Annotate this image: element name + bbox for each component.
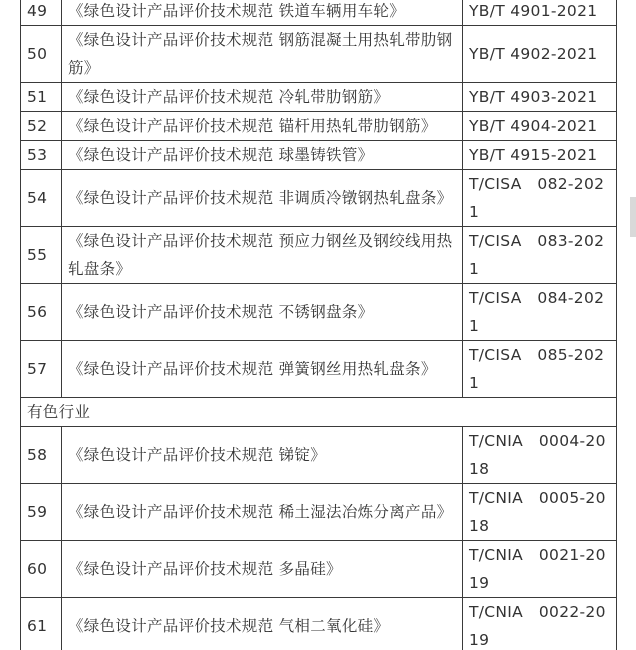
section-row bbox=[21, 398, 617, 427]
standard-code: T/CISA 083-2021 bbox=[463, 227, 617, 284]
row-number: 54 bbox=[21, 170, 62, 227]
standards-table bbox=[20, 0, 617, 650]
table-row bbox=[21, 112, 617, 141]
standard-title: 《绿色设计产品评价技术规范 非调质冷镦钢热轧盘条》 bbox=[62, 170, 463, 227]
row-number: 60 bbox=[21, 541, 62, 598]
table-row bbox=[21, 484, 617, 541]
standard-code: YB/T 4903-2021 bbox=[463, 83, 617, 112]
standard-code: T/CNIA 0005-2018 bbox=[463, 484, 617, 541]
standard-title: 《绿色设计产品评价技术规范 预应力钢丝及钢绞线用热轧盘条》 bbox=[62, 227, 463, 284]
standard-code: T/CISA 085-2021 bbox=[463, 341, 617, 398]
row-number: 52 bbox=[21, 112, 62, 141]
row-number: 58 bbox=[21, 427, 62, 484]
row-number: 56 bbox=[21, 284, 62, 341]
standard-title: 《绿色设计产品评价技术规范 气相二氧化硅》 bbox=[62, 598, 463, 650]
standard-title: 《绿色设计产品评价技术规范 多晶硅》 bbox=[62, 541, 463, 598]
standard-code: YB/T 4915-2021 bbox=[463, 141, 617, 170]
standard-title: 《绿色设计产品评价技术规范 弹簧钢丝用热轧盘条》 bbox=[62, 341, 463, 398]
table-row bbox=[21, 341, 617, 398]
row-number: 49 bbox=[21, 0, 62, 26]
row-number: 51 bbox=[21, 83, 62, 112]
standard-code: YB/T 4901-2021 bbox=[463, 0, 617, 26]
table-row bbox=[21, 227, 617, 284]
standard-code: YB/T 4902-2021 bbox=[463, 26, 617, 83]
standard-title: 《绿色设计产品评价技术规范 冷轧带肋钢筋》 bbox=[62, 83, 463, 112]
table-row bbox=[21, 598, 617, 650]
row-number: 57 bbox=[21, 341, 62, 398]
standard-code: T/CNIA 0004-2018 bbox=[463, 427, 617, 484]
table-row bbox=[21, 284, 617, 341]
table-row bbox=[21, 83, 617, 112]
standard-title: 《绿色设计产品评价技术规范 钢筋混凝土用热轧带肋钢筋》 bbox=[62, 26, 463, 83]
table-row bbox=[21, 427, 617, 484]
standard-title: 《绿色设计产品评价技术规范 球墨铸铁管》 bbox=[62, 141, 463, 170]
standard-code: T/CISA 082-2021 bbox=[463, 170, 617, 227]
row-number: 55 bbox=[21, 227, 62, 284]
standard-code: T/CNIA 0021-2019 bbox=[463, 541, 617, 598]
standards-table-body bbox=[21, 0, 617, 650]
scrollbar-thumb[interactable] bbox=[630, 197, 636, 237]
standard-title: 《绿色设计产品评价技术规范 稀土湿法冶炼分离产品》 bbox=[62, 484, 463, 541]
table-row bbox=[21, 170, 617, 227]
section-label: 有色行业 bbox=[21, 398, 617, 427]
standard-code: T/CISA 084-2021 bbox=[463, 284, 617, 341]
table-row bbox=[21, 0, 617, 26]
row-number: 59 bbox=[21, 484, 62, 541]
row-number: 53 bbox=[21, 141, 62, 170]
standard-title: 《绿色设计产品评价技术规范 不锈钢盘条》 bbox=[62, 284, 463, 341]
row-number: 50 bbox=[21, 26, 62, 83]
standard-code: YB/T 4904-2021 bbox=[463, 112, 617, 141]
standard-code: T/CNIA 0022-2019 bbox=[463, 598, 617, 650]
table-row bbox=[21, 26, 617, 83]
table-row bbox=[21, 541, 617, 598]
row-number: 61 bbox=[21, 598, 62, 650]
table-row bbox=[21, 141, 617, 170]
standard-title: 《绿色设计产品评价技术规范 锑锭》 bbox=[62, 427, 463, 484]
standard-title: 《绿色设计产品评价技术规范 铁道车辆用车轮》 bbox=[62, 0, 463, 26]
standard-title: 《绿色设计产品评价技术规范 锚杆用热轧带肋钢筋》 bbox=[62, 112, 463, 141]
